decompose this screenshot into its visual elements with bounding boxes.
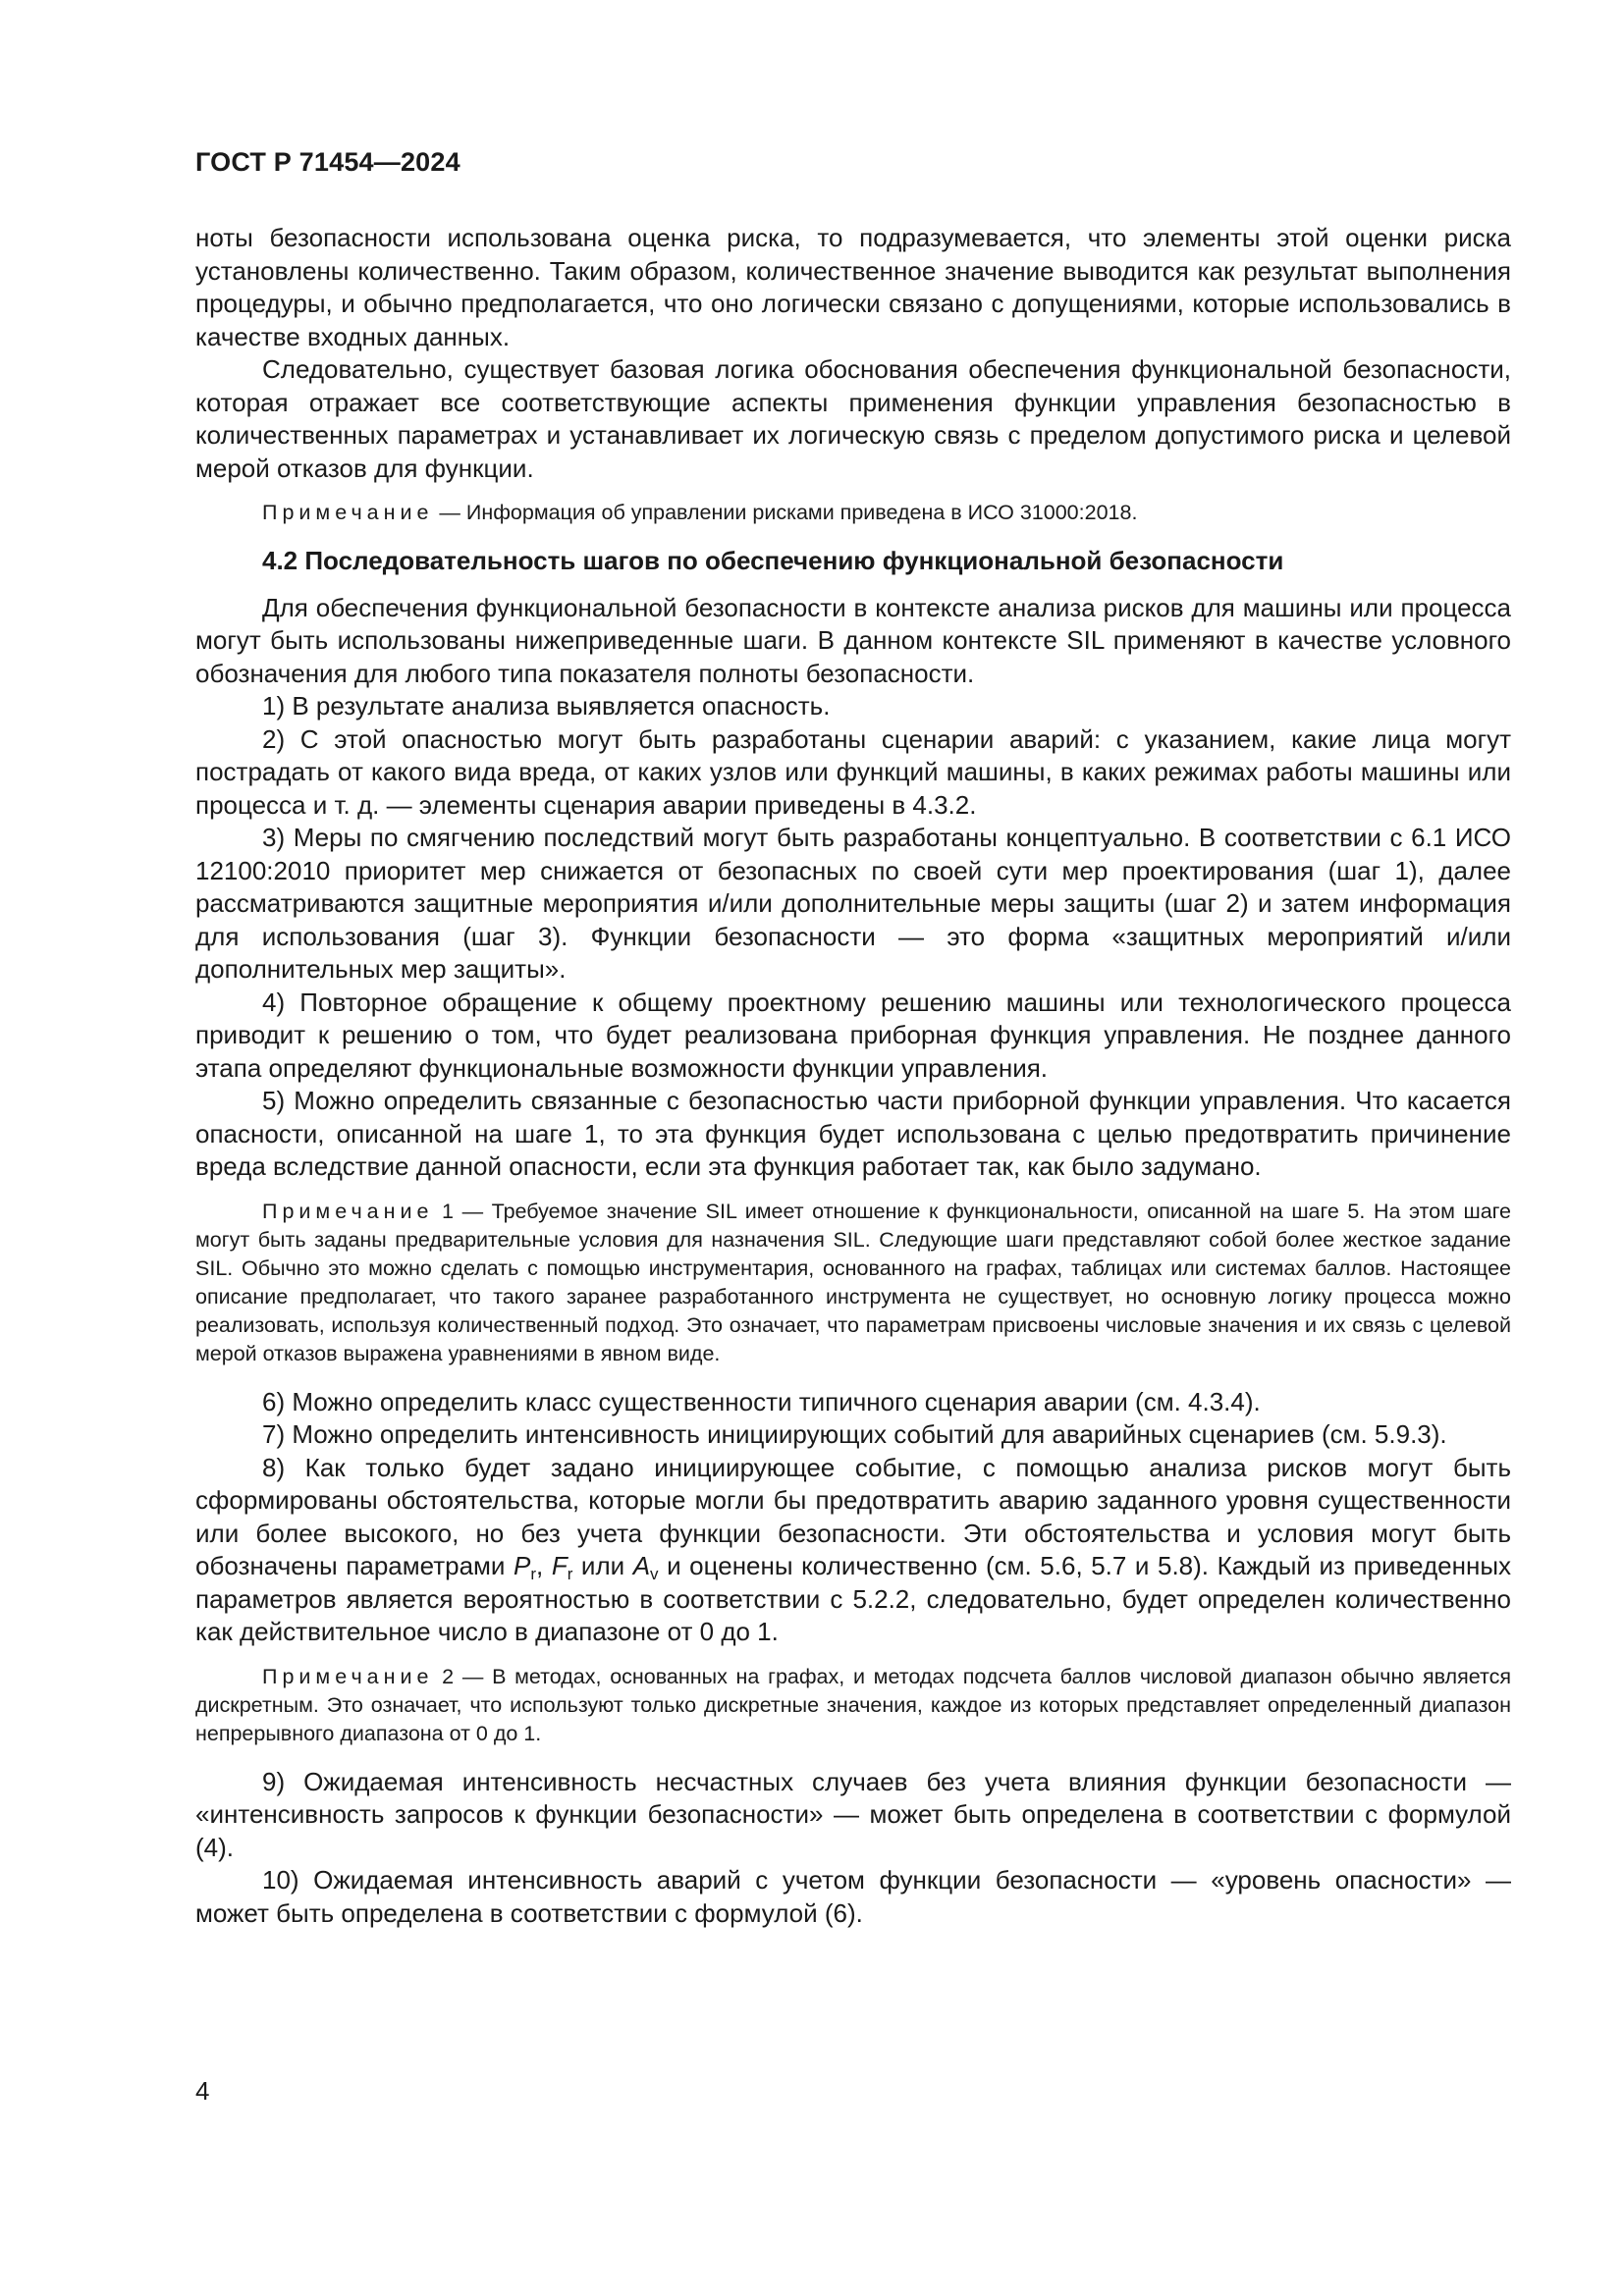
step-7: 7) Можно определить интенсивность инициирующих событий для аварийных сценариев (см. 5.9.3). — [262, 1419, 1447, 1449]
document-header: ГОСТ Р 71454—2024 — [195, 147, 460, 177]
step-5: 5) Можно определить связанные с безопасностью части приборной функции управления. Что касается опасности, описанной на шаге 1, то эта функция будет использована с целью предотвратить причинение вреда вследствие данной опасности, если эта функция работает так, как было задумано. — [195, 1086, 1511, 1181]
step-1: 1) В результате анализа выявляется опасность. — [262, 691, 831, 721]
note-1 — [195, 1198, 1511, 1368]
section-intro: Для обеспечения функциональной безопасности в контексте анализа рисков для машины или процесса могут быть использованы нижеприведенные шаги. В данном контексте SIL применяют в качестве условного обозначения для любого типа показателя полноты безопасности. — [195, 592, 1511, 688]
step-9: 9) Ожидаемая интенсивность несчастных случаев без учета влияния функции безопасности — «интенсивность запросов к функции безопасности» — может быть определена в соответствии с формулой (4). — [195, 1766, 1511, 1862]
step-4: 4) Повторное обращение к общему проектному решению машины или технологического процесса приводит к решению о том, что будет реализована приборная функция управления. Не позднее данного этапа определяют функциональные возможности функции управления. — [195, 987, 1511, 1083]
step-3: 3) Меры по смягчению последствий могут быть разработаны концептуально. В соответствии с 6.1 ИСО 12100:2010 приоритет мер снижается от безопасных по своей сути мер проектирования (шаг 1), далее рассматриваются защитные мероприятия и/или дополнительные меры защиты (шаг 2) и затем информация для использования (шаг 3). Функции безопасности — это форма «защитных мероприятий и/или дополнительных мер защиты». — [195, 823, 1511, 984]
note-label: Примечание — [262, 501, 434, 524]
page-number: 4 — [195, 2076, 210, 2106]
param-f: $F_r$ — [551, 1551, 573, 1583]
param-av: $A_v$ — [632, 1551, 659, 1583]
step-2: 2) С этой опасностью могут быть разработаны сценарии аварий: с указанием, какие лица могут пострадать от какого вида вреда, от каких узлов или функций машины, в каких режимах работы машины или процесса и т. д. — элементы сценария аварии приведены в 4.3.2. — [195, 723, 1511, 820]
step-8: 8) Как только будет задано инициирующее событие, с помощью анализа рисков могут быть сформированы обстоятельства, которые могли бы предотвратить аварию заданного уровня существенности или более высокого, но без учета функции безопасности. Эти обстоятельства и условия могут быть обозначены параметрами $P_r$, $F_r$ или $A_v$ и оценены количественно (см. 5.6, 5.7 и 5.8). Каждый из приведенных параметров является вероятностью в соответствии с 5.2.2, следовательно, будет определен количественно как действительное число в диапазоне от 0 до 1. — [195, 1452, 1512, 1646]
note-text: — Информация об управлении рисками приведена в ИСО 31000:2018. — [433, 501, 1138, 524]
paragraph-intro-2: Следовательно, существует базовая логика обоснования обеспечения функциональной безопасности, которая отражает все соответствующие аспекты применения функции управления безопасностью в количественных параметрах и устанавливает их логическую связь с пределом допустимого риска и целевой мерой отказов для функции. — [195, 354, 1511, 483]
step-6: 6) Можно определить класс существенности типичного сценария аварии (см. 4.3.4). — [262, 1386, 1261, 1416]
note-1-label: Примечание — [262, 1199, 434, 1223]
step-10: 10) Ожидаемая интенсивность аварий с учетом функции безопасности — «уровень опасности» — может быть определена в соответствии с формулой (6). — [195, 1865, 1511, 1928]
param-p: $P_r$ — [514, 1551, 537, 1583]
note-2-label: Примечание — [262, 1664, 434, 1688]
note-1-text: 1 — Требуемое значение SIL имеет отношение к функциональности, описанной на шаге 5. На этом шаге могут быть заданы предварительные условия для назначения SIL. Следующие шаги представляют собой более жесткое задание SIL. Обычно это можно сделать с помощью инструментария, основанного на графах, таблицах или системах баллов. Настоящее описание предполагает, что такого заранее разработанного инструмента не существует, но основную логику процесса можно реализовать, используя количественный подход. Это означает, что параметрам присвоены числовые значения и их связь с целевой мерой отказов выражена уравнениями в явном виде. — [195, 1199, 1511, 1365]
section-heading: 4.2 Последовательность шагов по обеспечению функциональной безопасности — [262, 546, 1284, 575]
note-2-text: 2 — В методах, основанных на графах, и методах подсчета баллов числовой диапазон обычно является дискретным. Это означает, что используют только дискретные значения, каждое из которых представляет определенный диапазон непрерывного диапазона от 0 до 1. — [195, 1664, 1511, 1745]
paragraph-intro-1: ноты безопасности использована оценка риска, то подразумевается, что элементы этой оценки риска установлены количественно. Таким образом, количественное значение выводится как результат выполнения процедуры, и обычно предполагается, что оно логически связано с допущениями, которые использовались в качестве входных данных. — [195, 223, 1511, 351]
note-risk-management — [195, 499, 1511, 527]
note-2 — [195, 1663, 1511, 1748]
page-content — [195, 222, 1511, 1930]
